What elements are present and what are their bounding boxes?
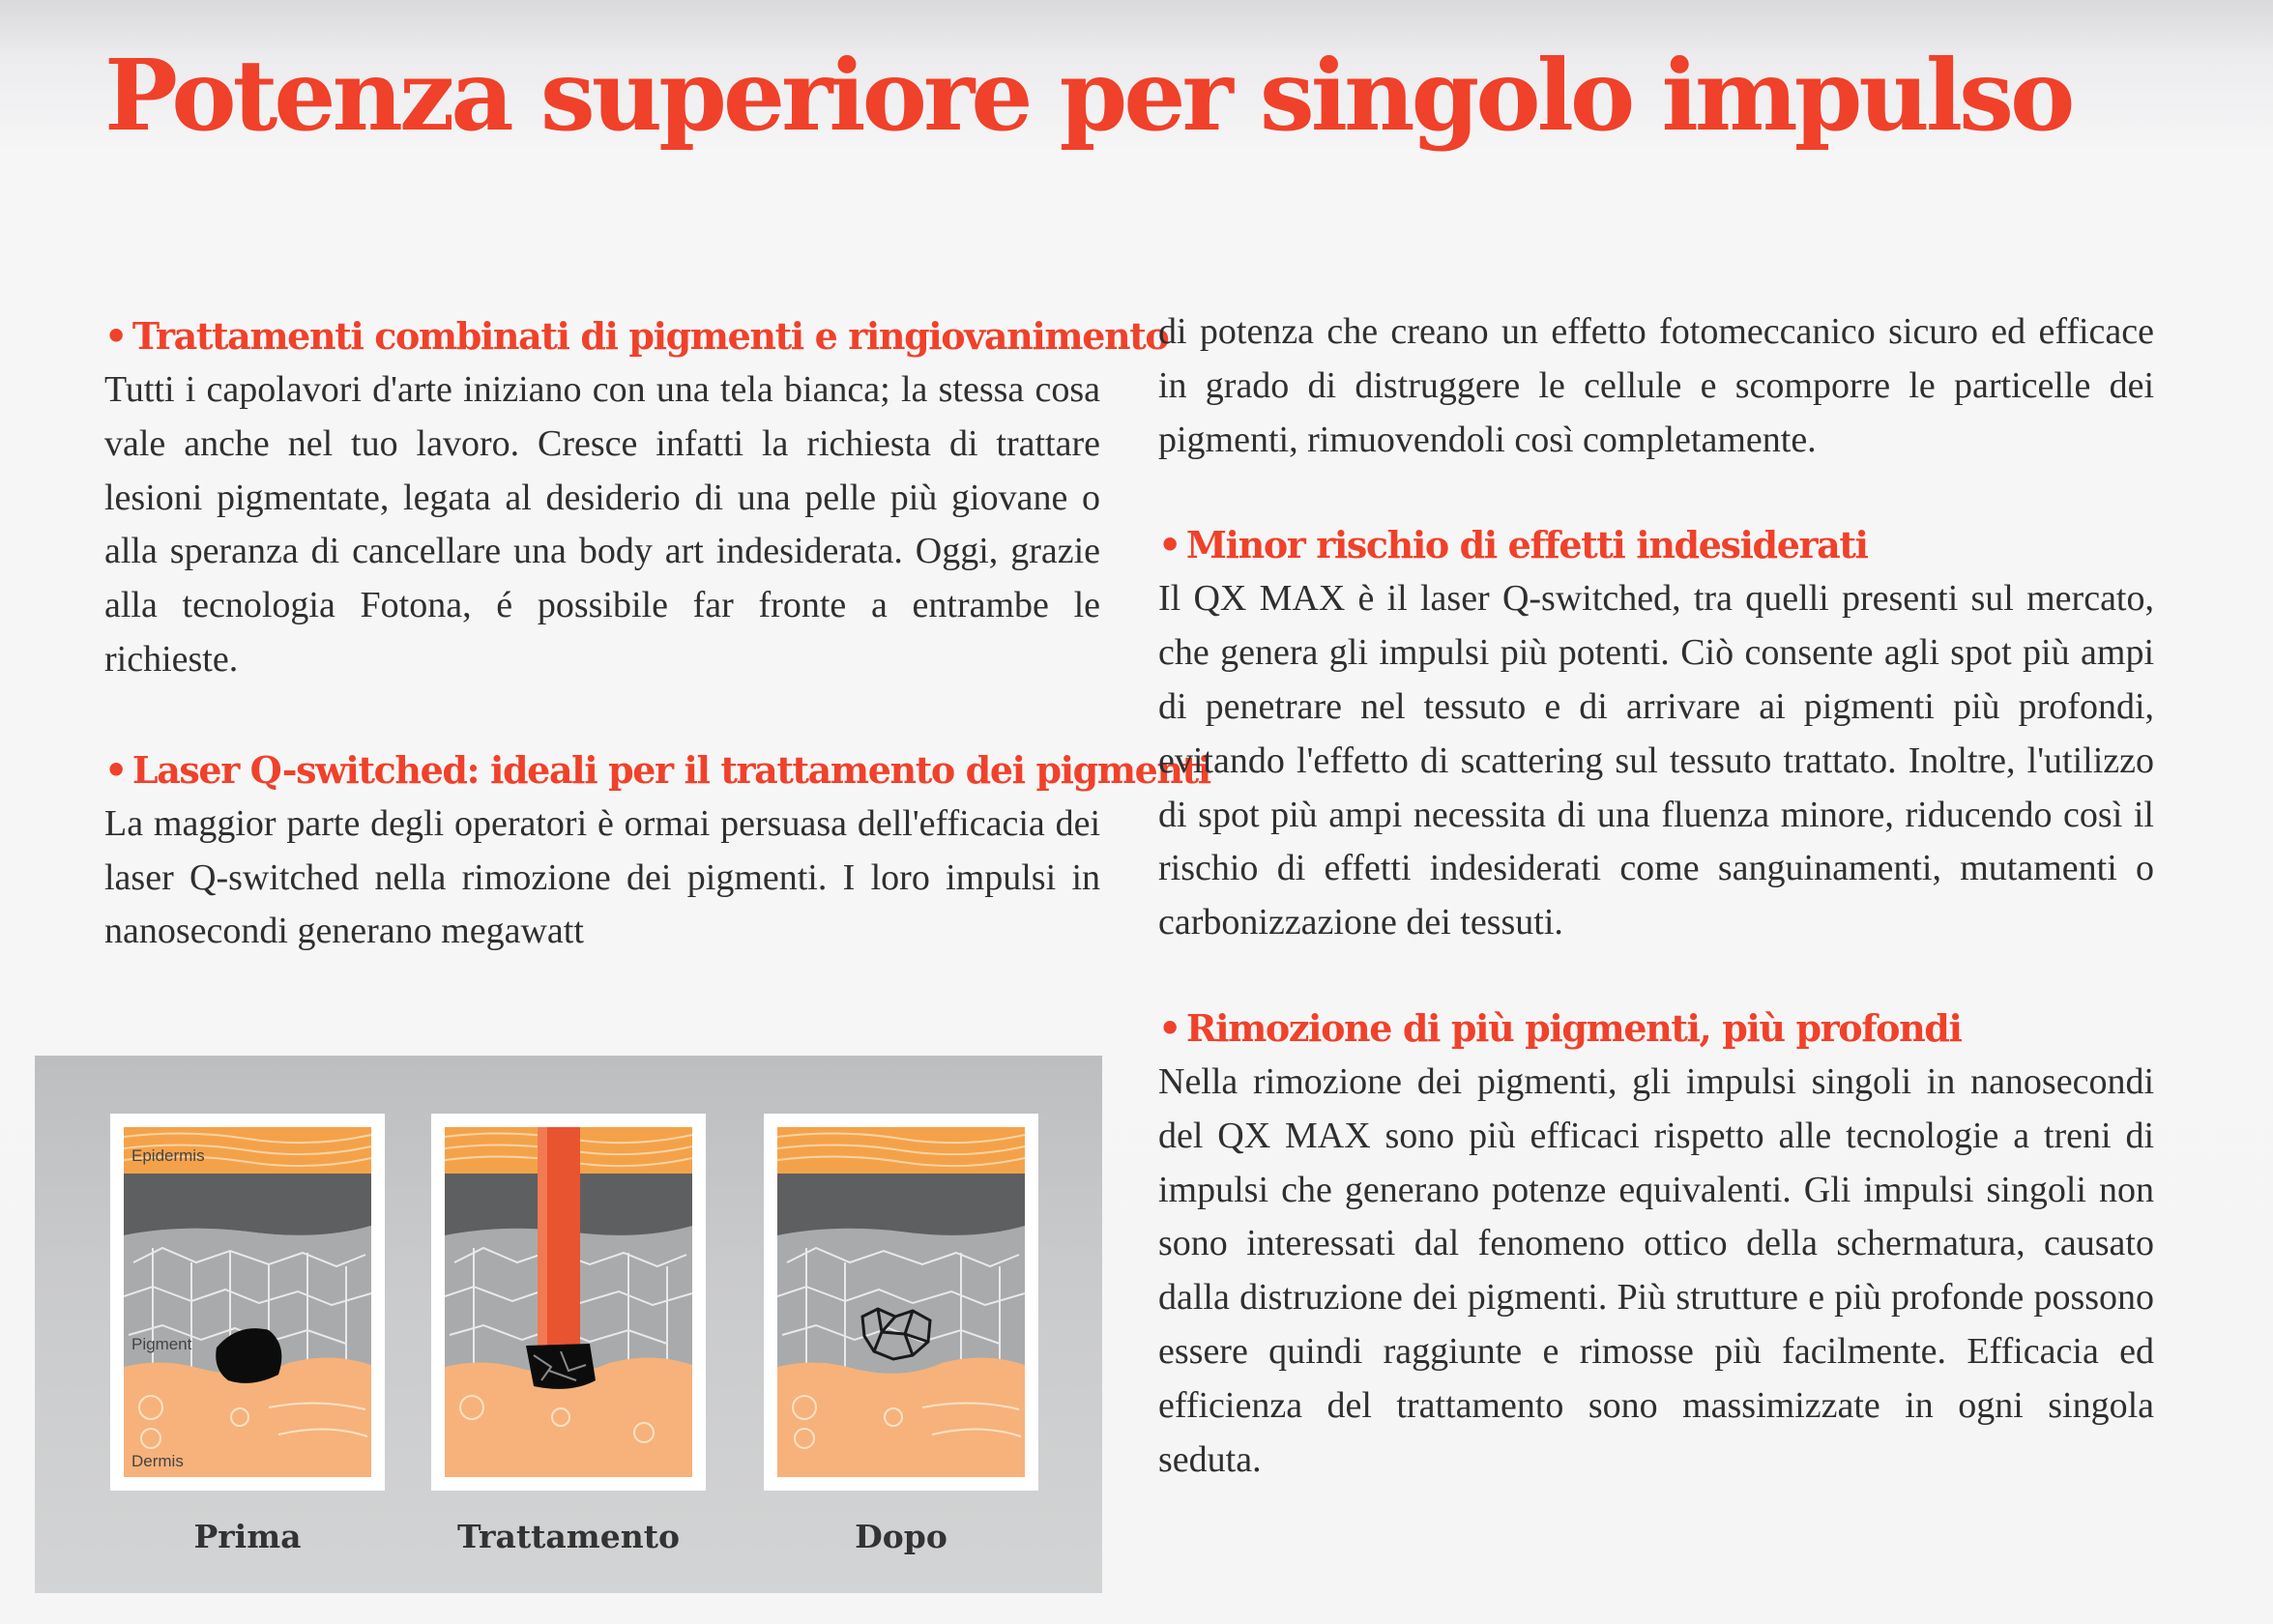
page-title: Potenza superiore per singolo impulso: [104, 38, 2072, 153]
bullet-icon: •: [1158, 523, 1180, 567]
bullet-icon: •: [1158, 1005, 1180, 1050]
caption-treatment: Trattamento: [457, 1518, 680, 1555]
epidermis-label: Epidermis: [131, 1146, 205, 1165]
diagram-treatment: [431, 1114, 706, 1491]
left-column: [104, 309, 1210, 959]
section-heading: • Trattamenti combinati di pigmenti e ringiovanimento: [104, 314, 1169, 358]
diagram-before: [110, 1114, 385, 1491]
paragraph: La maggior parte degli operatori è ormai persuasa dell'efficacia dei laser Q-switched nella rimozione dei pigmenti. I loro impulsi in nanosecondi generano megawatt: [104, 802, 1101, 952]
section-heading: • Rimozione di più pigmenti, più profondi: [1158, 1005, 1962, 1050]
right-column: [1158, 305, 2154, 1487]
section-heading: • Minor rischio di effetti indesiderati: [1158, 523, 1868, 567]
section-heading: • Laser Q-switched: ideali per il trattamento dei pigmenti: [104, 747, 1210, 792]
diagram-after: [764, 1114, 1038, 1491]
caption-after: Dopo: [855, 1518, 947, 1555]
paragraph: Tutti i capolavori d'arte iniziano con una tela bianca; la stessa cosa vale anche nel tuo lavoro. Cresce infatti la richiesta di trattare lesioni pigmentate, legata al desiderio di una pelle più giovane o alla speranza di cancellare una body art indesiderata. Oggi, grazie alla tecnologia Fotona, é possibile far fronte a entrambe le richieste.: [104, 369, 1101, 680]
caption-before: Prima: [193, 1518, 302, 1555]
dermis-label: Dermis: [131, 1452, 184, 1470]
bullet-icon: •: [104, 747, 127, 792]
paragraph: Nella rimozione dei pigmenti, gli impulsi singoli in nanosecondi del QX MAX sono più efficaci rispetto alle tecnologie a treni di impulsi che generano potenze equivalenti. Gli impulsi singoli non sono interessati dal fenomeno ottico della schermatura, causato dalla distruzione dei pigmenti. Più strutture e più profonde possono essere quindi raggiunte e rimosse più facilmente. Efficacia ed efficienza del trattamento sono massimizzate in ogni singola seduta.: [1158, 1060, 2155, 1480]
skin-diagram-panel: [35, 1056, 1102, 1593]
paragraph: Il QX MAX è il laser Q-switched, tra quelli presenti sul mercato, che genera gli impulsi più potenti. Ciò consente agli spot più ampi di penetrare nel tessuto e di arrivare ai pigmenti più profondi, evitando l'effetto di scattering sul tessuto trattato. Inoltre, l'utilizzo di spot più ampi necessita di una fluenza minore, riducendo così il rischio di effetti indesiderati come sanguinamenti, mutamenti o carbonizzazione dei tessuti.: [1158, 578, 2155, 943]
bullet-icon: •: [104, 314, 127, 358]
paragraph: di potenza che creano un effetto fotomeccanico sicuro ed efficace in grado di distruggere le cellule e scomporre le particelle dei pigmenti, rimuovendoli così completamente.: [1158, 311, 2155, 460]
pigment-label: Pigment: [131, 1335, 192, 1353]
